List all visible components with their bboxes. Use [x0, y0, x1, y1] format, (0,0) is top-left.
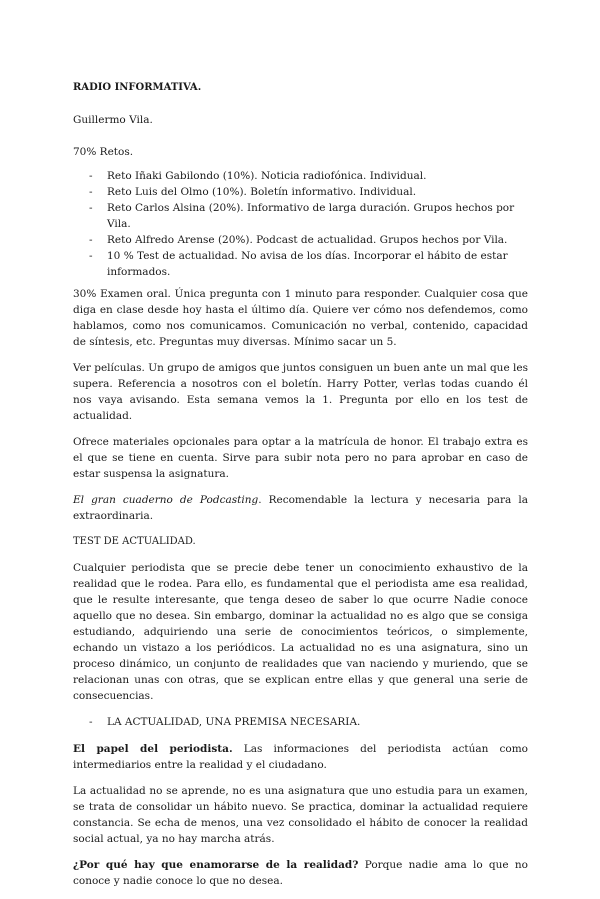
peliculas-paragraph: Ver películas. Un grupo de amigos que juntos consiguen un buen ante un mal que les supera. Referencia a nosotros con el boletín. Harry Potter, verlas todas cuando él nos vaya avisando. Esta semana vemos la 1. Pregunta por ello en los test de actualidad. — [73, 362, 528, 422]
document-content — [73, 80, 528, 899]
libro-title: El gran cuaderno de Podcasting — [73, 494, 259, 506]
premisa-item: - LA ACTUALIDAD, UNA PREMISA NECESARIA. — [73, 714, 528, 730]
document-title: RADIO INFORMATIVA. — [73, 82, 202, 93]
pregunta-bold: ¿Por qué hay que enamorarse de la realidad? — [73, 859, 359, 871]
pregunta-paragraph — [73, 857, 528, 889]
list-item: - Reto Iñaki Gabilondo (10%). Noticia radiofónica. Individual. — [73, 168, 528, 184]
actualidad-paragraph: La actualidad no se aprende, no es una asignatura que uno estudia para un examen, se trata de consolidar un hábito nuevo. Se practica, dominar la actualidad requiere constancia. Se echa de menos, una vez consolidado el hábito de conocer la realidad social actual, ya no hay marcha atrás. — [73, 785, 528, 845]
test-heading: TEST DE ACTUALIDAD. — [73, 536, 196, 547]
retos-heading: 70% Retos. — [73, 146, 134, 158]
libro-paragraph — [73, 492, 528, 524]
periodista-paragraph: Cualquier periodista que se precie debe tener un conocimiento exhaustivo de la realidad que le rodea. Para ello, es fundamental que el periodista ame esa realidad, que le resulte interesante, que tenga deseo de saber lo que ocurre Nadie conoce aquello que no desea. Sin embargo, dominar la actualidad no es algo que se consiga estudiando, adquiriendo una serie de conocimientos teóricos, o simplemente, echando un vistazo a los periódicos. La actualidad no es una asignatura, sino un proceso dinámico, un conjunto de realidades que van naciendo y muriendo, que se relacionan unas con otras, que se explican entre ellas y que general una serie de consecuencias. — [73, 562, 528, 702]
papel-bold: El papel del periodista. — [73, 743, 233, 755]
list-item: - Reto Carlos Alsina (20%). Informativo de larga duración. Grupos hechos por Vila. — [73, 200, 528, 232]
papel-text: Las informaciones del periodista actúan como intermediarios entre la realidad y el ciudadano. — [73, 743, 528, 771]
pregunta-text: Porque nadie ama lo que no conoce y nadie conoce lo que no desea. — [73, 859, 528, 887]
list-item: - 10 % Test de actualidad. No avisa de los días. Incorporar el hábito de estar informados. — [73, 248, 528, 280]
libro-text: . Recomendable la lectura y necesaria para la extraordinaria. — [73, 494, 528, 522]
list-item: - Reto Luis del Olmo (10%). Boletín informativo. Individual. — [73, 184, 528, 200]
materiales-paragraph: Ofrece materiales opcionales para optar a la matrícula de honor. El trabajo extra es el que se tiene en cuenta. Sirve para subir nota pero no para aprobar en caso de estar suspensa la asignatura. — [73, 436, 528, 480]
examen-paragraph: 30% Examen oral. Única pregunta con 1 minuto para responder. Cualquier cosa que diga en clase desde hoy hasta el último día. Quiere ver cómo nos defendemos, como hablamos, como nos comunicamos. Comunicación no verbal, contenido, capacidad de síntesis, etc. Preguntas muy diversas. Mínimo sacar un 5. — [73, 288, 528, 348]
papel-paragraph — [73, 741, 528, 773]
retos-list — [73, 168, 528, 280]
list-item: - Reto Alfredo Arense (20%). Podcast de actualidad. Grupos hechos por Vila. — [73, 232, 528, 248]
author-name: Guillermo Vila. — [73, 114, 153, 126]
